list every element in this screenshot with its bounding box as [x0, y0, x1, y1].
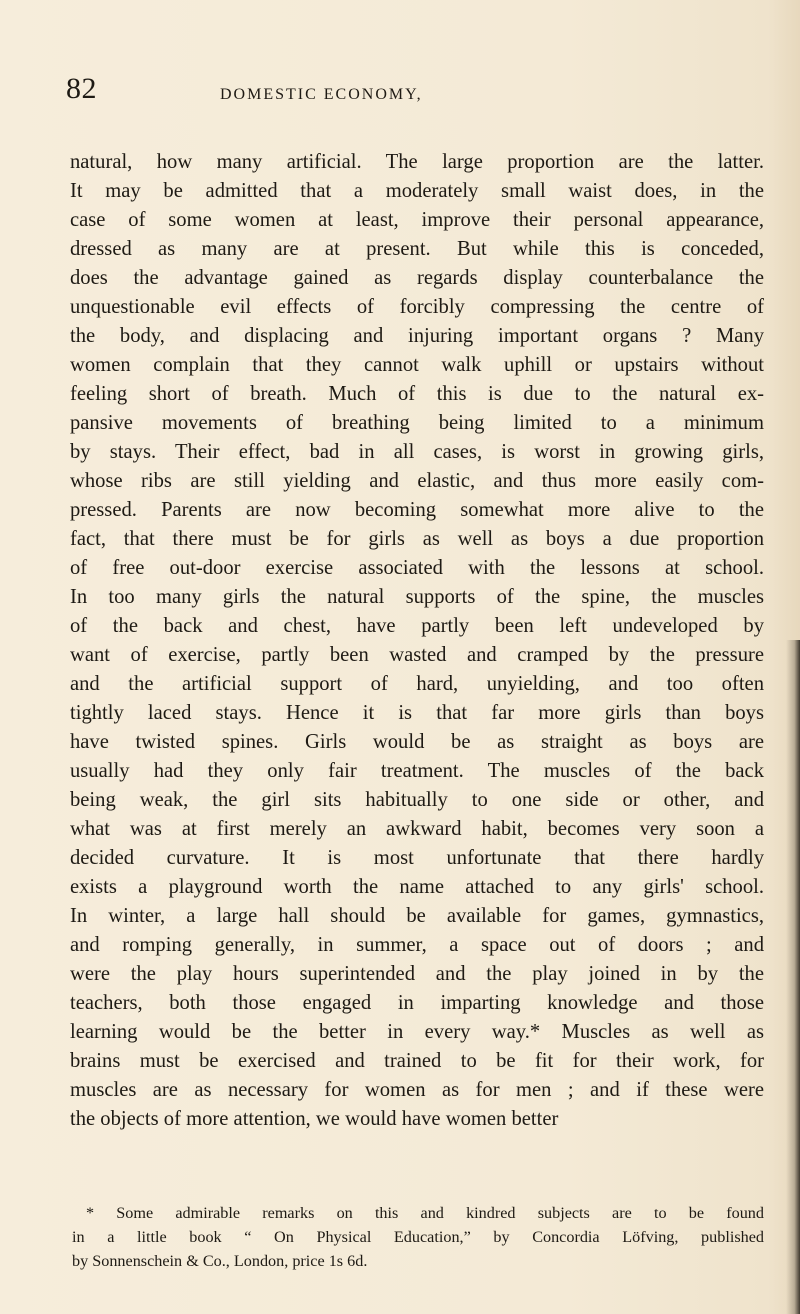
text-line: teachers, both those engaged in imparting knowledge and those: [70, 992, 764, 1014]
text-line: of the back and chest, have partly been left undeveloped by: [70, 615, 764, 637]
text-line: In winter, a large hall should be available for games, gymnastics,: [70, 905, 764, 927]
text-line: It may be admitted that a moderately small waist does, in the: [70, 180, 764, 202]
body-text: [70, 148, 764, 1134]
page-edge-shadow: [786, 640, 800, 1314]
text-line: usually had they only fair treatment. The muscles of the back: [70, 760, 764, 782]
text-line: decided curvature. It is most unfortunate that there hardly: [70, 847, 764, 869]
text-line: have twisted spines. Girls would be as straight as boys are: [70, 731, 764, 753]
text-line: does the advantage gained as regards display counterbalance the: [70, 267, 764, 289]
text-line: exists a playground worth the name attached to any girls' school.: [70, 876, 764, 898]
text-line: unquestionable evil effects of forcibly compressing the centre of: [70, 296, 764, 318]
text-line: being weak, the girl sits habitually to one side or other, and: [70, 789, 764, 811]
text-line: pressed. Parents are now becoming somewhat more alive to the: [70, 499, 764, 521]
running-head: [66, 72, 772, 112]
footnote-line: in a little book “ On Physical Education,” by Concordia Löfving, published: [72, 1228, 764, 1246]
text-line: the objects of more attention, we would have women better: [70, 1108, 559, 1130]
text-line: learning would be the better in every way.* Muscles as well as: [70, 1021, 764, 1043]
text-line: tightly laced stays. Hence it is that far more girls than boys: [70, 702, 764, 724]
text-line: were the play hours superintended and the play joined in by the: [70, 963, 764, 985]
text-line: case of some women at least, improve their personal appearance,: [70, 209, 764, 231]
text-line: what was at first merely an awkward habit, becomes very soon a: [70, 818, 764, 840]
text-line: the body, and displacing and injuring important organs ? Many: [70, 325, 764, 347]
text-line: fact, that there must be for girls as well as boys a due proportion: [70, 528, 764, 550]
text-line: muscles are as necessary for women as for men ; and if these were: [70, 1079, 764, 1101]
text-line: whose ribs are still yielding and elastic, and thus more easily com-: [70, 470, 764, 492]
running-title: DOMESTIC ECONOMY,: [220, 86, 423, 103]
text-line: pansive movements of breathing being limited to a minimum: [70, 412, 764, 434]
text-line: of free out-door exercise associated with the lessons at school.: [70, 557, 764, 579]
text-line: women complain that they cannot walk uphill or upstairs without: [70, 354, 764, 376]
page-number: 82: [66, 72, 97, 105]
footnote: [72, 1201, 764, 1273]
text-line: want of exercise, partly been wasted and cramped by the pressure: [70, 644, 764, 666]
text-line: and romping generally, in summer, a space out of doors ; and: [70, 934, 764, 956]
footnote-line: by Sonnenschein & Co., London, price 1s 6d.: [72, 1252, 368, 1270]
text-line: by stays. Their effect, bad in all cases, is worst in growing girls,: [70, 441, 764, 463]
footnote-line: * Some admirable remarks on this and kindred subjects are to be found: [86, 1204, 764, 1222]
text-line: brains must be exercised and trained to be fit for their work, for: [70, 1050, 764, 1072]
text-line: In too many girls the natural supports of the spine, the muscles: [70, 586, 764, 608]
text-line: dressed as many are at present. But while this is conceded,: [70, 238, 764, 260]
text-line: feeling short of breath. Much of this is due to the natural ex-: [70, 383, 764, 405]
text-line: and the artificial support of hard, unyielding, and too often: [70, 673, 764, 695]
text-line: natural, how many artificial. The large proportion are the latter.: [70, 151, 764, 173]
